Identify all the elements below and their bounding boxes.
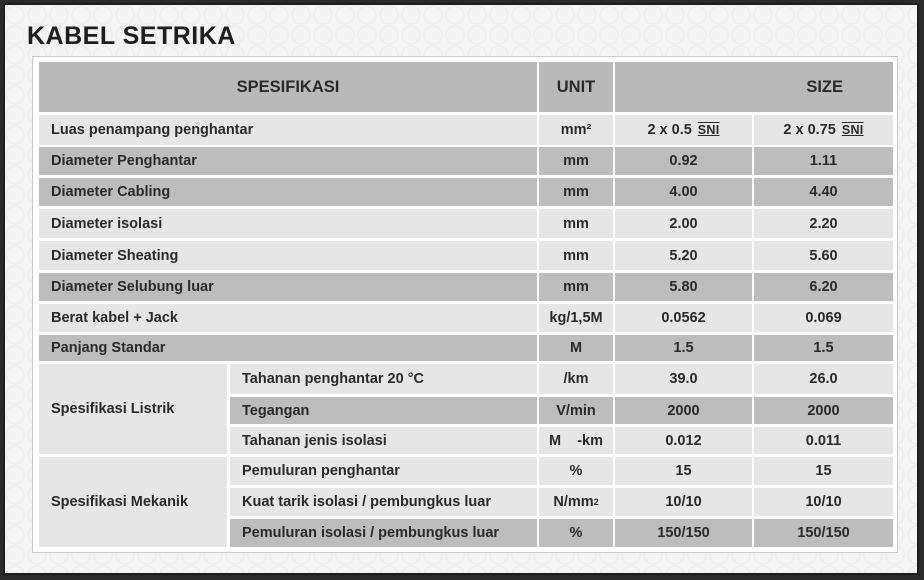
row-unit: kg/1,5M <box>539 304 613 332</box>
row-value-1: 0.92 <box>615 147 752 175</box>
row-value-1: 5.20 <box>615 241 752 270</box>
row-unit: % <box>539 519 613 547</box>
row-value-2: 10/10 <box>754 488 893 516</box>
row-value-2: 4.40 <box>754 178 893 206</box>
row-unit: % <box>539 457 613 485</box>
row-value-2: 2.20 <box>754 209 893 238</box>
row-value-2: 0.011 <box>754 427 893 454</box>
row-unit: /km <box>539 364 613 394</box>
row-label: Diameter Sheating <box>39 241 537 270</box>
sni-mark: SNI <box>841 123 864 137</box>
row-label: Luas penampang penghantar <box>39 115 537 145</box>
size-2-label: 2 x 0.75 <box>783 122 836 138</box>
row-value-1: 2000 <box>615 397 752 424</box>
row-value-2: 150/150 <box>754 519 893 547</box>
row-label: Berat kabel + Jack <box>39 304 537 332</box>
row-value-1: 1.5 <box>615 335 752 361</box>
row-label: Kuat tarik isolasi / pembungkus luar <box>230 488 537 516</box>
row-unit: mm² <box>539 115 613 145</box>
row-value-1: 0.0562 <box>615 304 752 332</box>
row-value-1: 4.00 <box>615 178 752 206</box>
header-size: SIZE <box>615 62 893 112</box>
size-1-header <box>615 115 752 145</box>
row-unit: mm <box>539 147 613 175</box>
row-unit: mm <box>539 241 613 270</box>
row-value-2: 2000 <box>754 397 893 424</box>
group-label-mekanik: Spesifikasi Mekanik <box>39 457 227 547</box>
size-2-header <box>754 115 893 145</box>
row-unit: M <box>539 335 613 361</box>
row-value-1: 2.00 <box>615 209 752 238</box>
row-value-2: 15 <box>754 457 893 485</box>
group-label-listrik: Spesifikasi Listrik <box>39 364 227 454</box>
row-value-1: 5.80 <box>615 273 752 301</box>
row-label: Diameter Cabling <box>39 178 537 206</box>
row-label: Tegangan <box>230 397 537 424</box>
spec-table <box>32 56 898 553</box>
row-value-2: 26.0 <box>754 364 893 394</box>
card-frame <box>3 3 919 575</box>
row-label: Diameter Selubung luar <box>39 273 537 301</box>
row-value-1: 39.0 <box>615 364 752 394</box>
row-label: Tahanan penghantar 20 °C <box>230 364 537 394</box>
row-value-1: 15 <box>615 457 752 485</box>
row-unit: M -km <box>539 427 613 454</box>
size-1-label: 2 x 0.5 <box>647 122 692 138</box>
row-unit: mm <box>539 209 613 238</box>
header-unit: UNIT <box>539 62 613 112</box>
row-label: Pemuluran isolasi / pembungkus luar <box>230 519 537 547</box>
row-label: Tahanan jenis isolasi <box>230 427 537 454</box>
row-unit: mm <box>539 273 613 301</box>
unit-superscript: 2 <box>593 497 599 507</box>
row-unit-cell <box>539 488 613 516</box>
row-value-1: 0.012 <box>615 427 752 454</box>
row-value-1: 150/150 <box>615 519 752 547</box>
header-spec: SPESIFIKASI <box>39 62 537 112</box>
row-value-2: 0.069 <box>754 304 893 332</box>
row-label: Diameter Penghantar <box>39 147 537 175</box>
row-value-2: 1.11 <box>754 147 893 175</box>
page-title: KABEL SETRIKA <box>27 22 236 50</box>
row-value-1: 10/10 <box>615 488 752 516</box>
row-value-2: 5.60 <box>754 241 893 270</box>
row-unit: mm <box>539 178 613 206</box>
row-label: Diameter isolasi <box>39 209 537 238</box>
sni-mark: SNI <box>697 123 720 137</box>
row-unit: N/mm <box>553 494 594 510</box>
row-label: Panjang Standar <box>39 335 537 361</box>
row-unit: V/min <box>539 397 613 424</box>
row-label: Pemuluran penghantar <box>230 457 537 485</box>
row-value-2: 1.5 <box>754 335 893 361</box>
row-value-2: 6.20 <box>754 273 893 301</box>
